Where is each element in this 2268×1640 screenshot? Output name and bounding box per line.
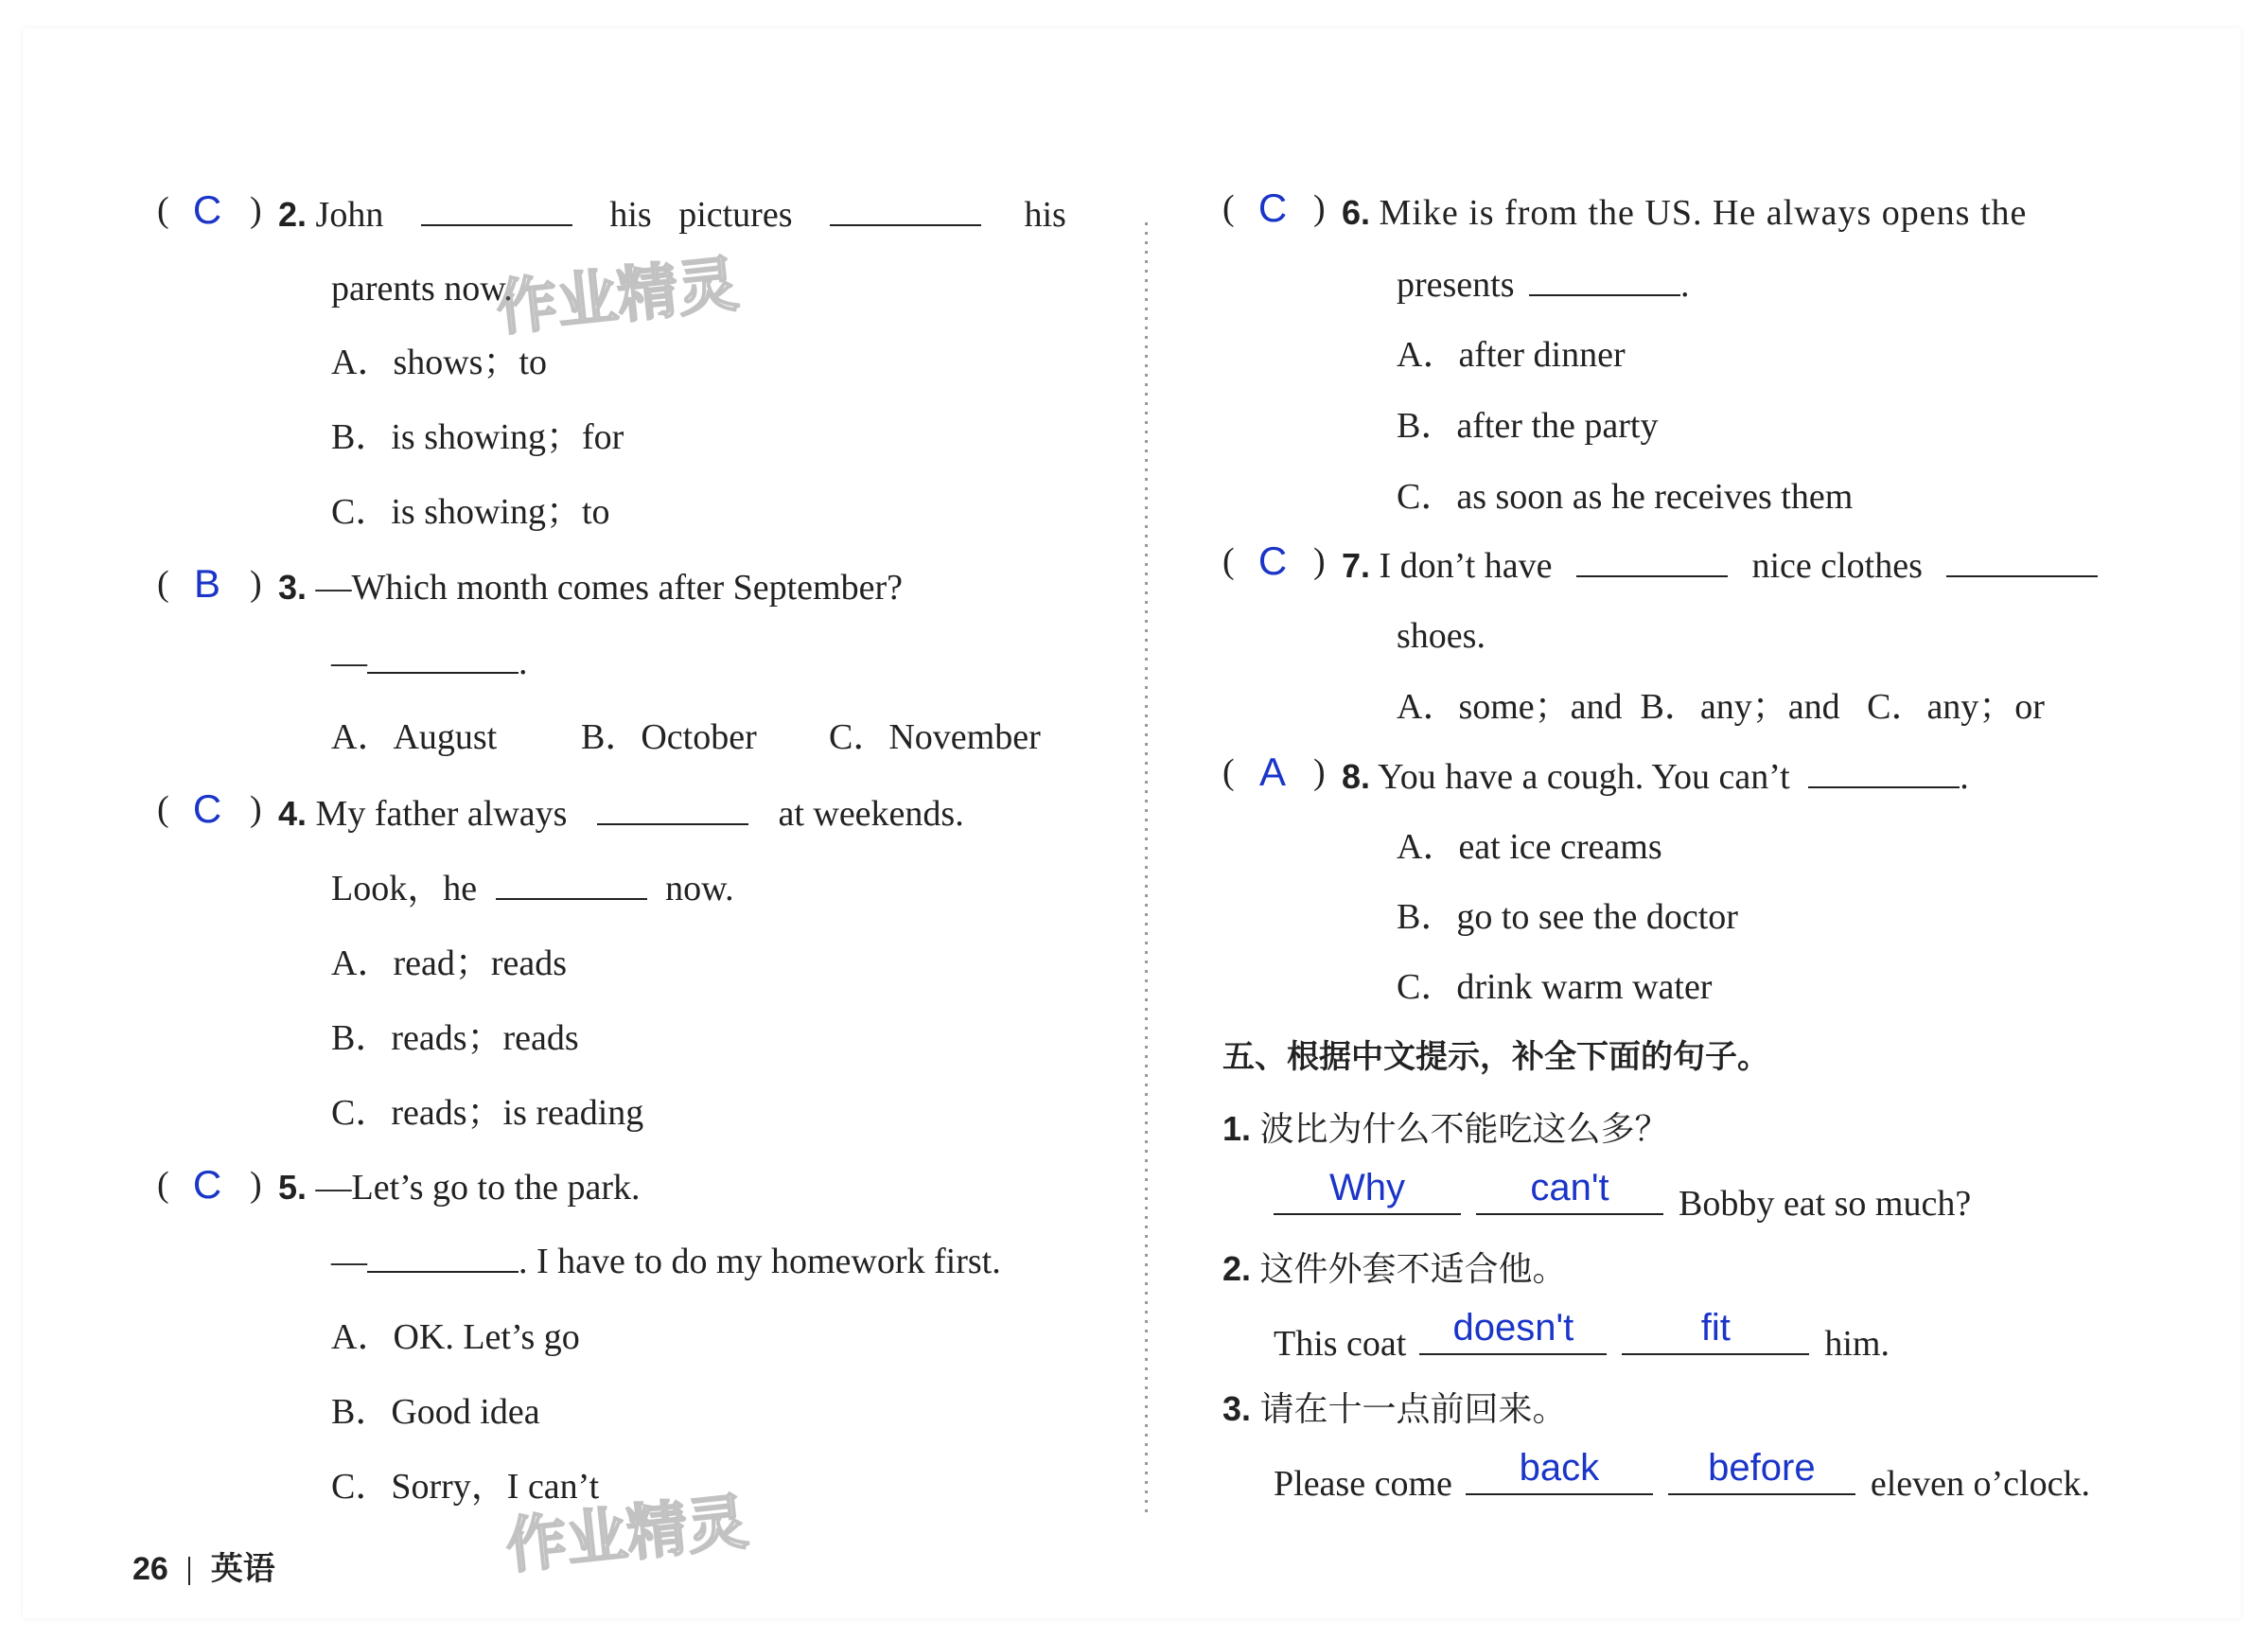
- question-4-line2: [331, 865, 734, 912]
- option-8b: B．go to see the doctor: [1397, 897, 1738, 937]
- answer-paren-q3: (: [157, 564, 169, 604]
- sentence-1-prompt: [1222, 1105, 1669, 1154]
- q2-word: John: [315, 195, 384, 235]
- answer-paren-close: ): [1313, 541, 1326, 581]
- filled-answer: back: [1519, 1447, 1600, 1489]
- question-3-line1: [278, 564, 903, 611]
- sentence-text: This coat: [1274, 1324, 1407, 1364]
- answer-paren-q5: (: [157, 1165, 169, 1205]
- blank: [1529, 266, 1680, 296]
- question-7-line2: shoes.: [1397, 616, 1486, 656]
- answer-paren-close: ): [250, 190, 262, 230]
- sentence-text: eleven o’clock.: [1870, 1464, 2090, 1504]
- q5-text: . I have to do my homework first.: [519, 1242, 1001, 1281]
- option-6a: A．after dinner: [1397, 335, 1626, 375]
- answer-paren-q4: (: [157, 789, 169, 829]
- blank: [421, 196, 572, 226]
- option-3b: B．October: [581, 717, 757, 757]
- option-5a: A．OK. Let’s go: [331, 1317, 580, 1357]
- period: .: [1960, 757, 1969, 797]
- q2-word: his: [609, 195, 652, 235]
- question-number: 7.: [1342, 546, 1371, 585]
- column-divider: [1139, 222, 1152, 1519]
- question-8-line1: [1342, 753, 1969, 801]
- blank: [496, 870, 647, 900]
- q6-text: Mike is from the US. He always opens the: [1379, 193, 2028, 233]
- sentence-2-prompt: [1222, 1245, 1567, 1294]
- option-6c: C．as soon as he receives them: [1397, 477, 1854, 517]
- q2-word: his: [1024, 195, 1066, 235]
- question-number: 6.: [1342, 193, 1371, 232]
- q2-word: pictures: [678, 195, 793, 235]
- sentence-number: 3.: [1222, 1389, 1252, 1428]
- sentence-2-answer: [1274, 1307, 1890, 1367]
- question-7-line1: [1342, 542, 2098, 590]
- q7-text: I don’t have: [1379, 546, 1553, 586]
- chinese-prompt: 波比为什么不能吃这么多？: [1259, 1110, 1669, 1149]
- option-4c: C．reads；is reading: [331, 1093, 644, 1133]
- filled-answer: fit: [1700, 1307, 1731, 1349]
- blank: [367, 644, 519, 674]
- option-5b: B．Good idea: [331, 1392, 540, 1432]
- question-number: 8.: [1342, 757, 1371, 796]
- answer-paren-close: ): [250, 564, 262, 604]
- blank: [597, 795, 748, 825]
- watermark: 作业精灵: [493, 249, 742, 345]
- subject-label: 英语: [210, 1550, 275, 1588]
- fill-blank: [1668, 1447, 1855, 1495]
- option-8c: C．drink warm water: [1397, 967, 1713, 1007]
- answer-paren-q8: (: [1222, 752, 1235, 792]
- answer-paren-close: ): [250, 789, 262, 829]
- question-2-line2: parents now.: [331, 269, 513, 309]
- period: .: [519, 643, 528, 682]
- q5-text: —Let’s go to the park.: [315, 1168, 641, 1208]
- question-3-line2: [331, 639, 528, 686]
- question-number: 2.: [278, 195, 308, 234]
- sentence-number: 2.: [1222, 1249, 1252, 1288]
- answer-q4: C: [192, 786, 222, 831]
- q6-text: presents: [1397, 265, 1515, 305]
- answer-paren-q7: (: [1222, 541, 1235, 581]
- period: .: [1680, 265, 1690, 305]
- worksheet-page: [23, 28, 2241, 1618]
- option-5c: C．Sorry，I can’t: [331, 1467, 600, 1507]
- filled-answer: before: [1708, 1447, 1816, 1489]
- answer-paren-close: ): [1313, 752, 1326, 792]
- option-2c: C．is showing；to: [331, 492, 610, 532]
- answer-paren-q2: (: [157, 190, 169, 230]
- q4-text: Look，he: [331, 869, 478, 908]
- option-3c: C．November: [829, 717, 1041, 757]
- q7-text: nice clothes: [1751, 546, 1923, 586]
- option-6b: B．after the party: [1397, 406, 1659, 446]
- sentence-text: him.: [1824, 1324, 1890, 1364]
- sentence-1-answer: [1274, 1167, 1972, 1227]
- chinese-prompt: 请在十一点前回来。: [1259, 1390, 1567, 1429]
- sentence-text: Bobby eat so much?: [1679, 1184, 1972, 1224]
- option-8a: A．eat ice creams: [1397, 827, 1662, 867]
- question-6-line2: [1397, 261, 1690, 309]
- answer-paren-q6: (: [1222, 188, 1235, 228]
- filled-answer: Why: [1329, 1167, 1405, 1208]
- q4-text: My father always: [315, 794, 568, 834]
- question-5-line2: [331, 1238, 1001, 1285]
- question-6-line1: [1342, 189, 2027, 237]
- blank: [367, 1243, 519, 1273]
- fill-blank: [1622, 1307, 1809, 1355]
- sentence-number: 1.: [1222, 1109, 1252, 1148]
- answer-q3: B: [193, 561, 220, 606]
- sentence-text: Please come: [1274, 1464, 1452, 1504]
- answer-paren-close: ): [250, 1165, 262, 1205]
- option-2b: B．is showing；for: [331, 417, 624, 457]
- question-number: 5.: [278, 1168, 308, 1207]
- blank: [1946, 547, 2098, 577]
- option-4b: B．reads；reads: [331, 1018, 579, 1058]
- blank: [830, 196, 981, 226]
- option-2a: A．shows；to: [331, 343, 548, 382]
- answer-paren-close: ): [1313, 188, 1326, 228]
- sentence-3-answer: [1274, 1447, 2090, 1508]
- watermark: 作业精灵: [502, 1487, 751, 1583]
- chinese-prompt: 这件外套不适合他。: [1259, 1250, 1567, 1289]
- section-title: 五、根据中文提示，补全下面的句子。: [1222, 1038, 1769, 1076]
- fill-blank: [1476, 1167, 1663, 1215]
- dash: —: [331, 643, 367, 682]
- dash: —: [331, 1242, 367, 1281]
- question-number: 4.: [278, 794, 308, 833]
- fill-blank: [1466, 1447, 1653, 1495]
- options-7: A．some；and B．any；and C．any；or: [1397, 687, 2045, 727]
- fill-blank: [1274, 1167, 1461, 1215]
- question-2-line1: [278, 191, 1066, 238]
- answer-q8: A: [1258, 749, 1286, 794]
- q4-text: now.: [665, 869, 734, 908]
- blank: [1808, 758, 1960, 788]
- q4-text: at weekends.: [778, 794, 964, 834]
- option-3a: A．August: [331, 717, 498, 757]
- fill-blank: [1419, 1307, 1607, 1355]
- sentence-3-prompt: [1222, 1385, 1567, 1434]
- answer-q7: C: [1257, 538, 1288, 583]
- filled-answer: doesn't: [1452, 1307, 1574, 1349]
- answer-q6: C: [1257, 185, 1288, 230]
- q8-text: You have a cough. You can’t: [1378, 757, 1790, 797]
- question-4-line1: [278, 790, 964, 838]
- q3-text: —Which month comes after September?: [315, 568, 903, 608]
- page-number: 26: [132, 1551, 168, 1587]
- filled-answer: can't: [1530, 1167, 1609, 1208]
- answer-q5: C: [192, 1162, 222, 1207]
- option-4a: A．read；reads: [331, 943, 568, 983]
- footer-separator: [188, 1557, 190, 1585]
- page-footer: [132, 1543, 275, 1589]
- blank: [1576, 547, 1728, 577]
- question-5-line1: [278, 1164, 641, 1211]
- answer-q2: C: [192, 187, 222, 232]
- question-number: 3.: [278, 568, 308, 607]
